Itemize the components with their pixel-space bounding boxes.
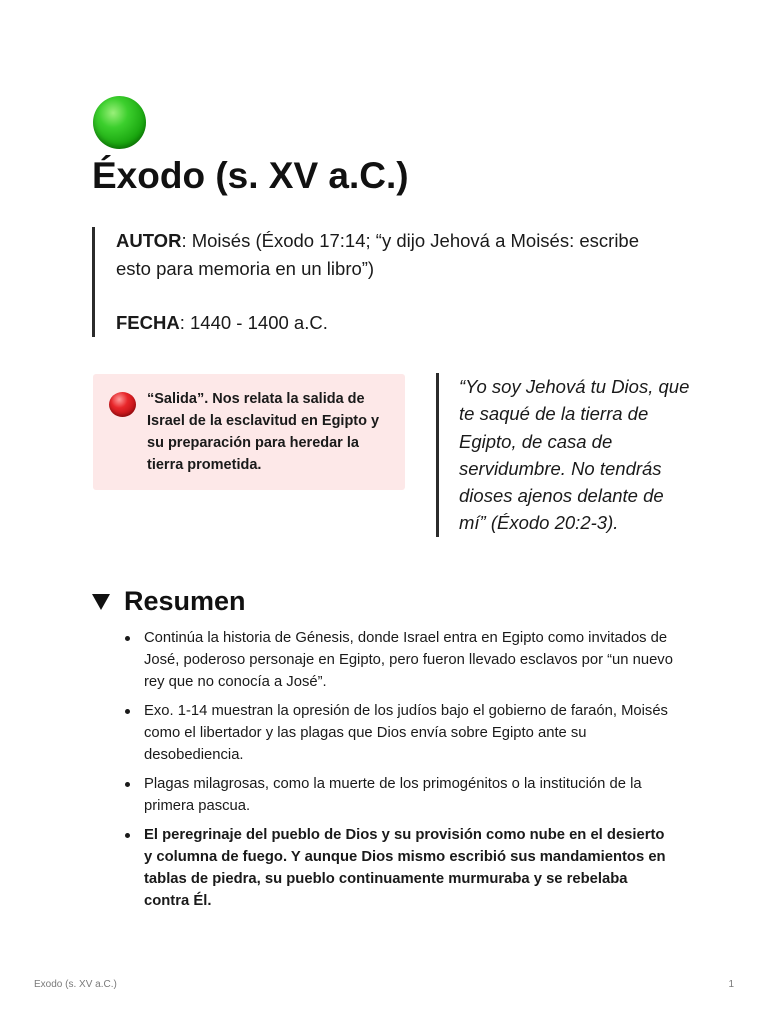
green-circle-icon: [93, 96, 146, 149]
bullet-icon: [125, 709, 130, 714]
red-circle-icon: [109, 392, 136, 417]
list-item: [121, 824, 673, 912]
bullet-icon: [125, 833, 130, 838]
list-item: [121, 773, 673, 817]
bullet-icon: [125, 636, 130, 641]
summary-list: [121, 627, 673, 919]
page-title: Éxodo (s. XV a.C.): [92, 155, 409, 196]
author-text: : Moisés (Éxodo 17:14; “y dijo Jehová a Moisés: escribe esto para memoria en un libro”): [116, 230, 640, 279]
list-item-text: Plagas milagrosas, como la muerte de los primogénitos o la institución de la primera pascua.: [144, 776, 642, 814]
metadata-quote-block: [92, 227, 676, 337]
triangle-down-icon[interactable]: [92, 594, 110, 610]
page-number: 1: [728, 979, 734, 990]
bullet-icon: [125, 782, 130, 787]
callout-box: [93, 374, 405, 490]
author-label: AUTOR: [116, 230, 182, 251]
callout-text: “Salida”. Nos relata la salida de Israel de la esclavitud en Egipto y su preparación para heredar la tierra prometida.: [147, 391, 380, 473]
summary-heading: Resumen: [124, 586, 246, 616]
list-item: [121, 700, 673, 766]
summary-toggle[interactable]: [92, 584, 246, 618]
date-text: : 1440 - 1400 a.C.: [179, 312, 328, 333]
list-item-text: El peregrinaje del pueblo de Dios y su provisión como nube en el desierto y columna de fuego. Y aunque Dios mismo escribió sus mandamientos en tablas de piedra, su pueblo continuamente murmuraba y se rebelaba contra Él.: [144, 827, 666, 909]
date-label: FECHA: [116, 312, 180, 333]
footer-title: Exodo (s. XV a.C.): [34, 979, 117, 990]
list-item-text: Exo. 1-14 muestran la opresión de los judíos bajo el gobierno de faraón, Moisés como el libertador y las plagas que Dios envía sobre Egipto ante su desobediencia.: [144, 703, 668, 763]
scripture-quote: “Yo soy Jehová tu Dios, que te saqué de la tierra de Egipto, de casa de servidumbre. No tendrás dioses ajenos delante de mí” (Éxodo 20:2-3).: [436, 373, 691, 537]
author-line: [116, 227, 676, 283]
date-line: [116, 309, 676, 337]
list-item-text: Continúa la historia de Génesis, donde Israel entra en Egipto como invitados de José, poderoso personaje en Egipto, pero fueron llevado esclavos por “un nuevo rey que no conocía a José”.: [144, 630, 673, 690]
list-item: [121, 627, 673, 693]
